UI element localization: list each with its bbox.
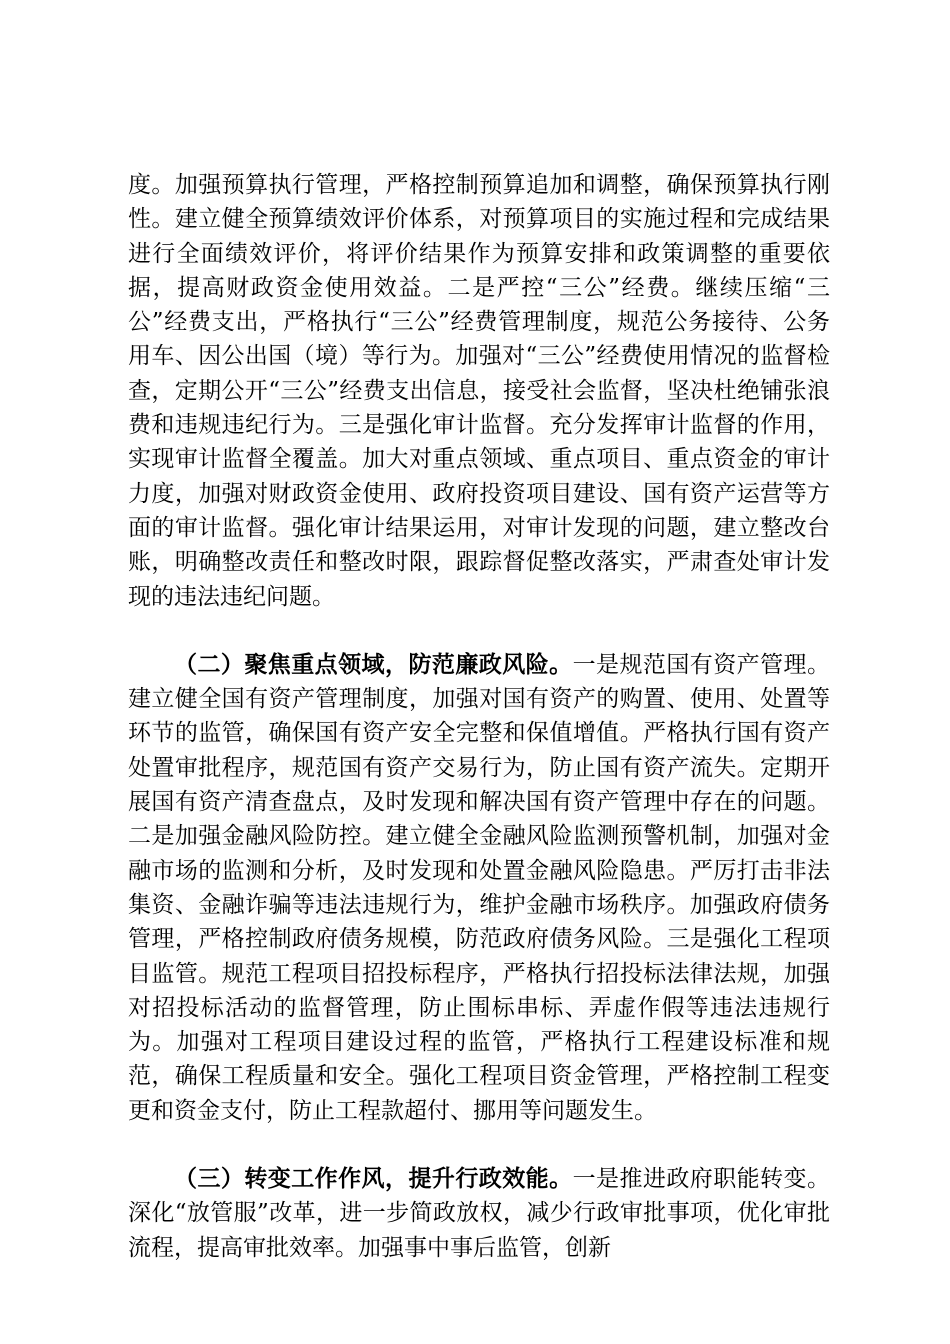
section-heading: （三）转变工作作风，提升行政效能。 [174,1165,573,1193]
paragraph-work-style [128,1162,830,1265]
paragraph-risk-prevention [128,648,830,1128]
paragraph-budget-audit [128,168,830,614]
section-heading: （二）聚焦重点领域，防范廉政风险。 [174,650,573,678]
paragraph-text: 一是规范国有资产管理。建立健全国有资产管理制度，加强对国有资产的购置、使用、处置等环节的监管，确保国有资产安全完整和保值增值。严格执行国有资产处置审批程序，规范国有资产交易行为，防止国有资产流失。定期开展国有资产清查盘点，及时发现和解决国有资产管理中存在的问题。二是加强金融风险防控。建立健全金融风险监测预警机制，加强对金融市场的监测和分析，及时发现和处置金融风险隐患。严厉打击非法集资、金融诈骗等违法违规行为，维护金融市场秩序。加强政府债务管理，严格控制政府债务规模，防范政府债务风险。三是强化工程项目监管。规范工程项目招投标程序，严格执行招投标法律法规，加强对招投标活动的监督管理，防止围标串标、弄虚作假等违法违规行为。加强对工程项目建设过程的监管，严格执行工程建设标准和规范，确保工程质量和安全。强化工程项目资金管理，严格控制工程变更和资金支付，防止工程款超付、挪用等问题发生。 [128,651,831,1124]
paragraph-text: 一是推进政府职能转变。深化“放管服”改革，进一步简政放权，减少行政审批事项，优化审批流程，提高审批效率。加强事中事后监管，创新 [128,1166,831,1261]
document-page [128,168,830,1265]
paragraph-text: 度。加强预算执行管理，严格控制预算追加和调整，确保预算执行刚性。建立健全预算绩效评价体系，对预算项目的实施过程和完成结果进行全面绩效评价，将评价结果作为预算安排和政策调整的重要依据，提高财政资金使用效益。二是严控“三公”经费。继续压缩“三公”经费支出，严格执行“三公”经费管理制度，规范公务接待、公务用车、因公出国（境）等行为。加强对“三公”经费使用情况的监督检查，定期公开“三公”经费支出信息，接受社会监督，坚决杜绝铺张浪费和违规违纪行为。三是强化审计监督。充分发挥审计监督的作用，实现审计监督全覆盖。加大对重点领域、重点项目、重点资金的审计力度，加强对财政资金使用、政府投资项目建设、国有资产运营等方面的审计监督。强化审计结果运用，对审计发现的问题，建立整改台账，明确整改责任和整改时限，跟踪督促整改落实，严肃查处审计发现的违法违纪问题。 [128,172,830,610]
